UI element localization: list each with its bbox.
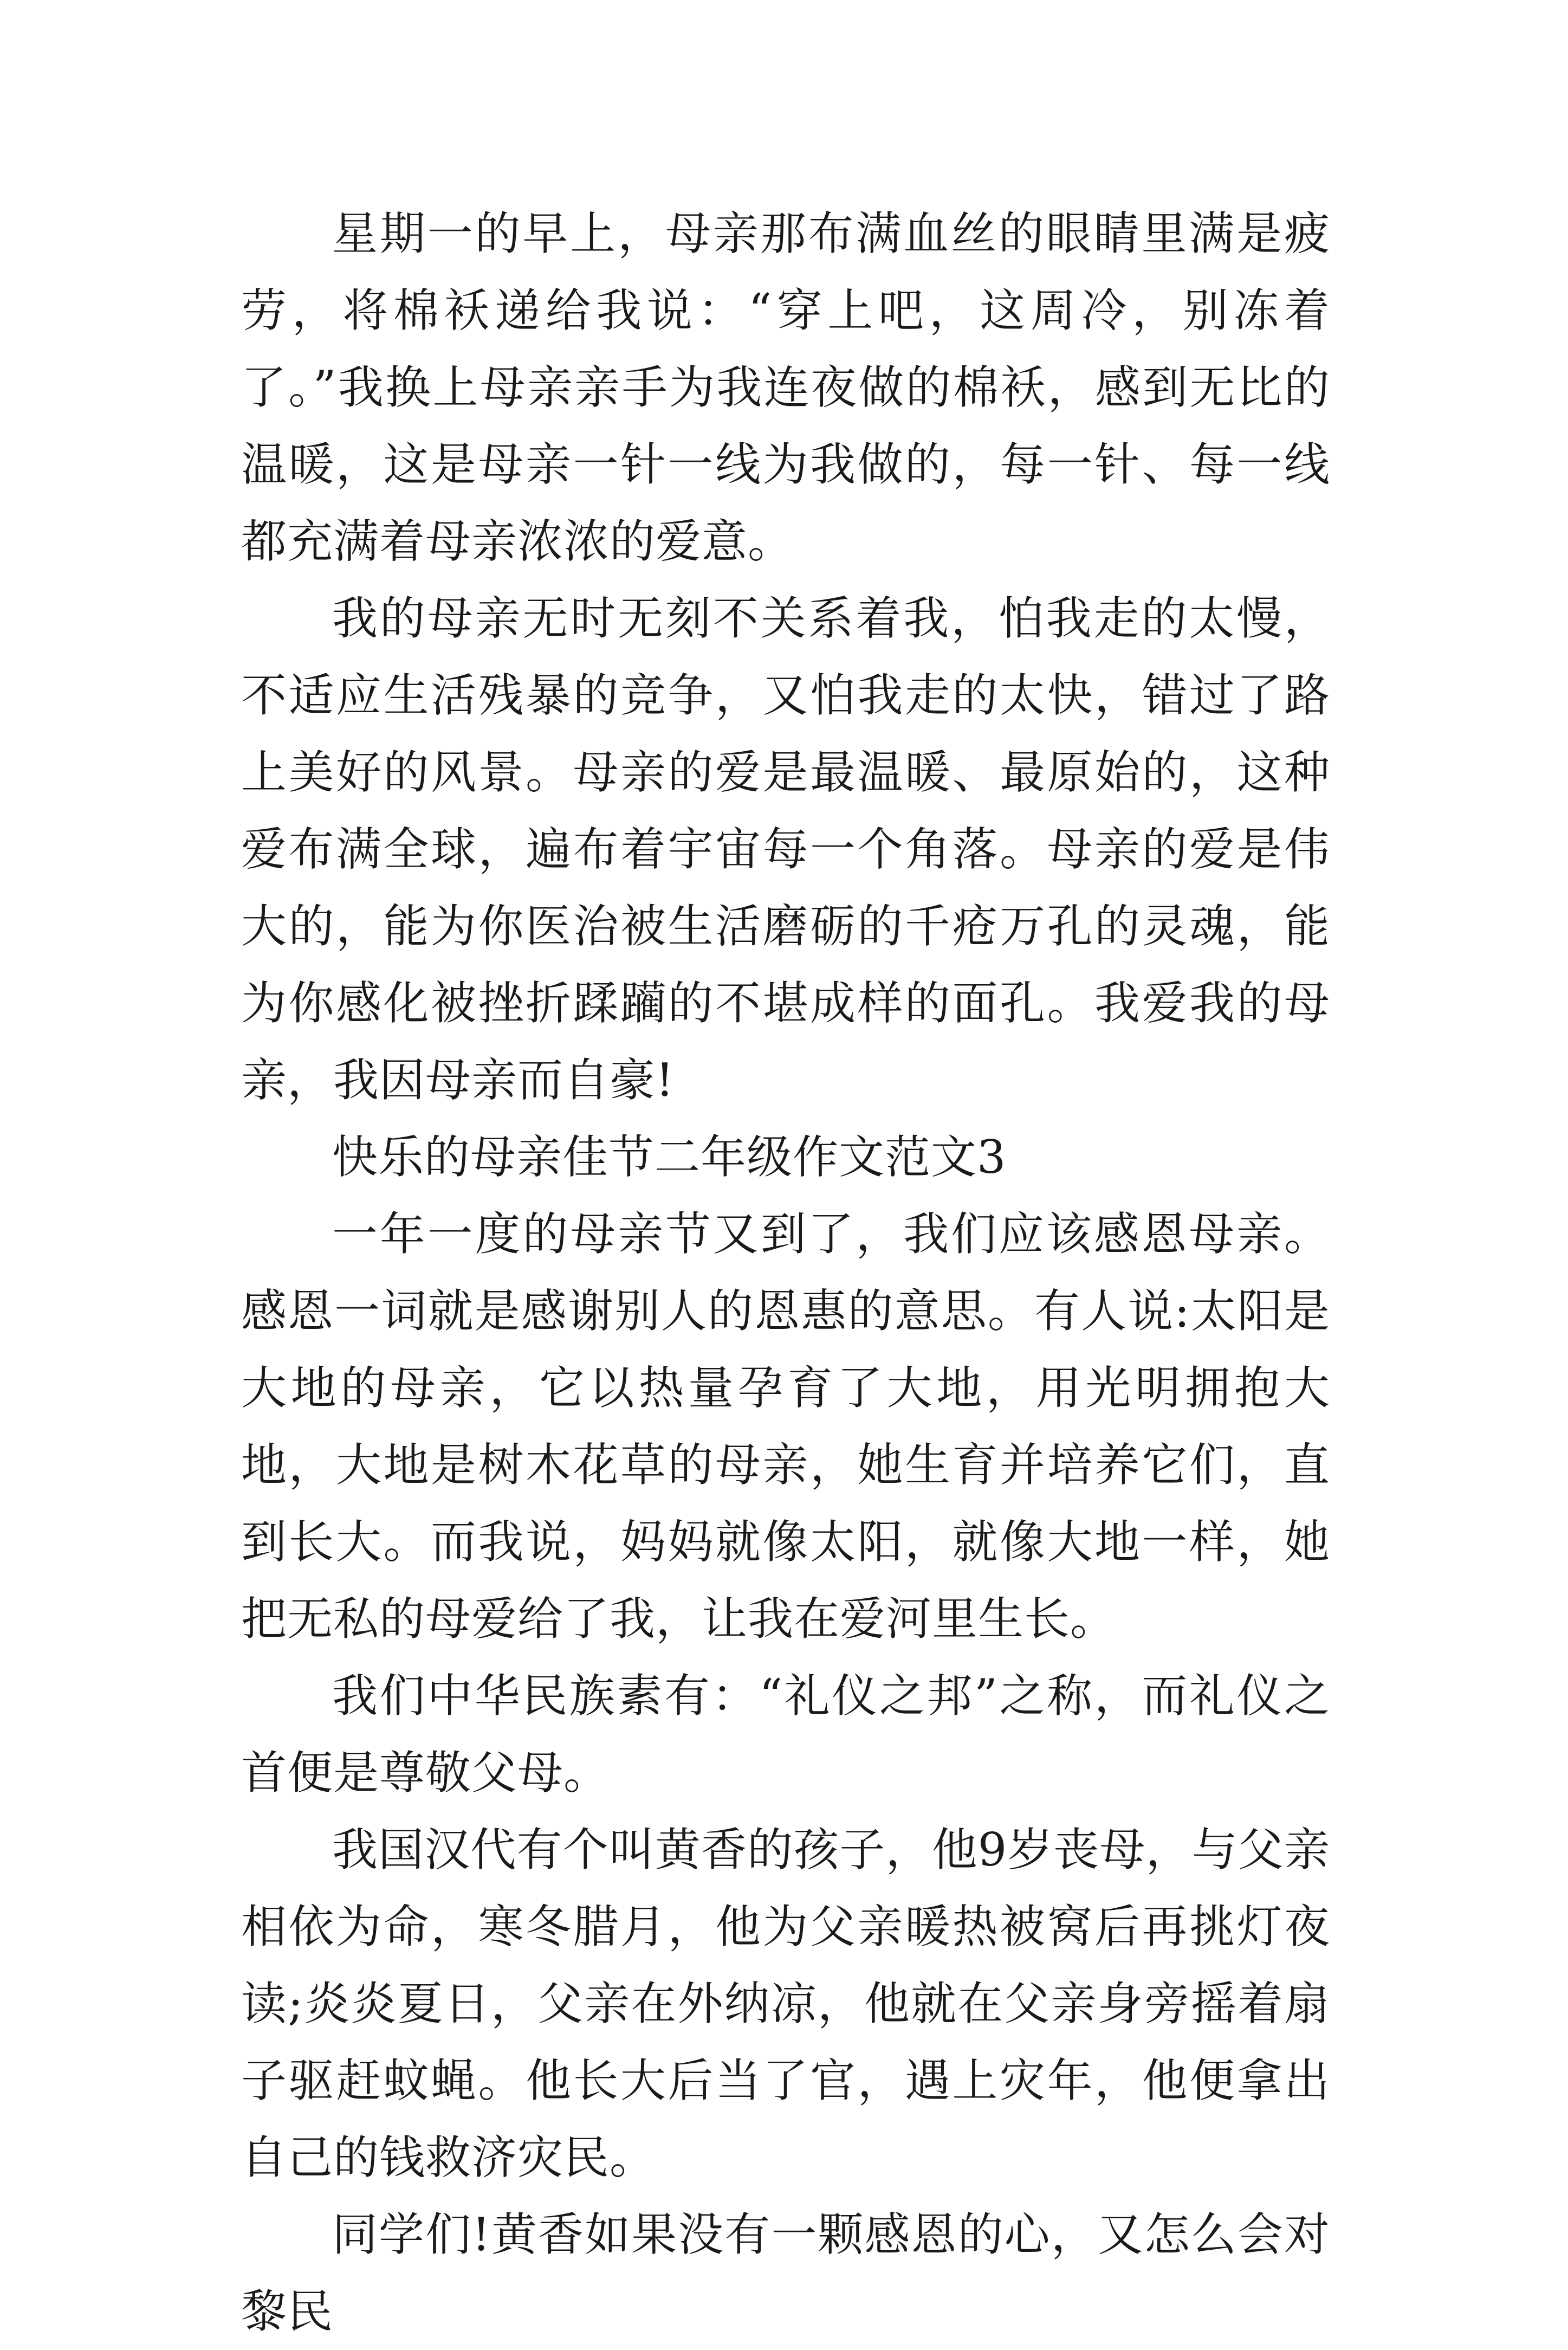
paragraph: 我的母亲无时无刻不关系着我，怕我走的太慢，不适应生活残暴的竞争，又怕我走的太快，错过了路上美好的风景。母亲的爱是最温暖、最原始的，这种爱布满全球，遍布着宇宙每一个角落。母亲的爱是伟大的，能为你医治被生活磨砺的千疮万孔的灵魂，能为你感化被挫折蹂躏的不堪成样的面孔。我爱我的母亲，我因母亲而自豪! xyxy=(241,592,1330,1107)
paragraph: 我国汉代有个叫黄香的孩子，他9岁丧母，与父亲相依为命，寒冬腊月，他为父亲暖热被窝后再挑灯夜读;炎炎夏日，父亲在外纳凉，他就在父亲身旁摇着扇子驱赶蚊蝇。他长大后当了官，遇上灾年，他便拿出自己的钱救济灾民。 xyxy=(241,1823,1330,2184)
document-body xyxy=(241,195,1330,2350)
paragraph: 星期一的早上，母亲那布满血丝的眼睛里满是疲劳，将棉袄递给我说：“穿上吧，这周冷，别冻着了。”我换上母亲亲手为我连夜做的棉袄，感到无比的温暖，这是母亲一针一线为我做的，每一针、每一线都充满着母亲浓浓的爱意。 xyxy=(241,207,1330,568)
paragraph: 一年一度的母亲节又到了，我们应该感恩母亲。感恩一词就是感谢别人的恩惠的意思。有人说:太阳是大地的母亲，它以热量孕育了大地，用光明拥抱大地，大地是树木花草的母亲，她生育并培养它们，直到长大。而我说，妈妈就像太阳，就像大地一样，她把无私的母爱给了我，让我在爱河里生长。 xyxy=(241,1208,1330,1645)
section-heading: 快乐的母亲佳节二年级作文范文3 xyxy=(332,1131,1007,1184)
paragraph: 我们中华民族素有：“礼仪之邦”之称，而礼仪之首便是尊敬父母。 xyxy=(241,1669,1330,1799)
paragraph: 同学们!黄香如果没有一颗感恩的心，又怎么会对黎民 xyxy=(241,2208,1330,2338)
